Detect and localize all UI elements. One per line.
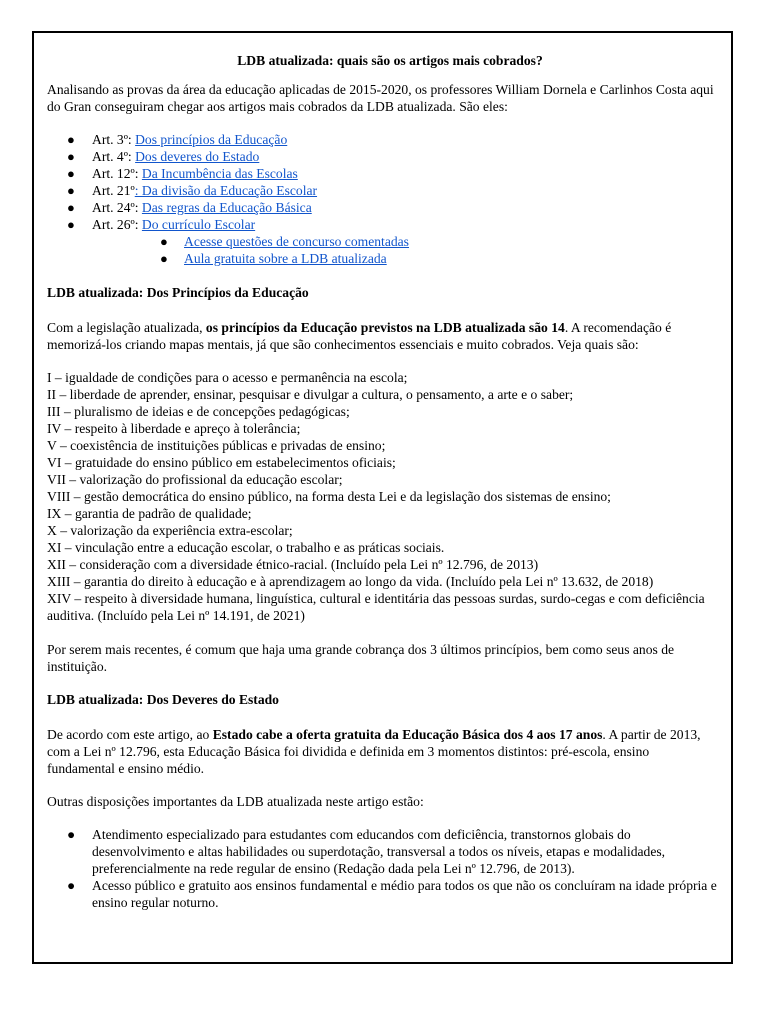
- article-link[interactable]: Da Incumbência das Escolas: [141, 166, 298, 181]
- article-link[interactable]: Dos princípios da Educação: [135, 132, 288, 147]
- intro-paragraph: Analisando as provas da área da educação aplicadas de 2015-2020, os professores William Dornela e Carlinhos Costa aqui do Gran conseguiram chegar aos artigos mais cobrados da LDB atualizada. São eles:: [47, 82, 714, 114]
- principle-item: XIII – garantia do direito à educação e à aprendizagem ao longo da vida. (Incluído pela Lei nº 13.632, de 2018): [47, 574, 654, 589]
- bullet-icon: ●: [67, 217, 75, 232]
- bullet-icon: ●: [67, 166, 75, 181]
- bullet-icon: ●: [67, 132, 75, 147]
- document-title: LDB atualizada: quais são os artigos mais cobrados?: [237, 53, 543, 68]
- text-span: . A partir de 2013, com a Lei nº 12.796, esta Educação Básica foi dividida e definida em 3 momentos distintos: pré-escola, ensino fundamental e ensino médio.: [47, 727, 701, 776]
- bullet-icon: ●: [67, 878, 76, 893]
- sub-link-item: [92, 250, 719, 267]
- duties-intro-paragraph: [47, 726, 719, 777]
- bullet-icon: ●: [67, 827, 76, 842]
- article-item: [47, 199, 719, 216]
- article-item: [47, 216, 719, 267]
- principles-intro-paragraph: [47, 319, 719, 353]
- principle-item: XI – vinculação entre a educação escolar, o trabalho e as práticas sociais.: [47, 540, 445, 555]
- emphasis-text: Estado cabe a oferta gratuita da Educação Básica dos 4 aos 17 anos: [212, 727, 603, 742]
- duty-item: [47, 826, 719, 877]
- principle-item: VII – valorização do profissional da educação escolar;: [47, 472, 343, 487]
- principles-list: [47, 369, 719, 624]
- principle-item: I – igualdade de condições para o acesso e permanência na escola;: [47, 370, 408, 385]
- sub-links-list: [92, 233, 719, 267]
- sub-link-item: [92, 233, 719, 250]
- text-span: De acordo com este artigo, ao: [47, 727, 213, 742]
- duty-item: [47, 877, 719, 911]
- emphasis-text: os princípios da Educação previstos na LDB atualizada são 14: [205, 320, 565, 335]
- principle-item: VIII – gestão democrática do ensino público, na forma desta Lei e da legislação dos sistemas de ensino;: [47, 489, 611, 504]
- principle-item: IX – garantia de padrão de qualidade;: [47, 506, 252, 521]
- principle-item: VI – gratuidade do ensino público em estabelecimentos oficiais;: [47, 455, 396, 470]
- article-number: Art. 24º:: [92, 200, 142, 215]
- document-content: [47, 52, 719, 911]
- duty-text: Acesso público e gratuito aos ensinos fundamental e médio para todos os que não os concluíram na idade própria e ensino regular noturno.: [92, 878, 717, 910]
- bullet-icon: ●: [67, 149, 75, 164]
- principle-item: III – pluralismo de ideias e de concepções pedagógicas;: [47, 404, 350, 419]
- other-provisions-paragraph: Outras disposições importantes da LDB atualizada neste artigo estão:: [47, 794, 424, 809]
- article-link[interactable]: Dos deveres do Estado: [135, 149, 260, 164]
- articles-list: [47, 131, 719, 267]
- article-number: Art. 12º:: [92, 166, 142, 181]
- article-number: Art. 3º:: [92, 132, 136, 147]
- bullet-icon: ●: [160, 251, 168, 266]
- article-link[interactable]: Das regras da Educação Básica: [141, 200, 312, 215]
- section-heading-principles: LDB atualizada: Dos Princípios da Educação: [47, 285, 309, 300]
- bullet-icon: ●: [67, 200, 75, 215]
- article-number: Art. 26º:: [92, 217, 142, 232]
- article-link[interactable]: : Da divisão da Educação Escolar: [134, 183, 318, 198]
- principle-item: XIV – respeito à diversidade humana, linguística, cultural e identitária das pessoas surdas, surdo-cegas e com deficiência auditiva. (Incluído pela Lei nº 14.191, de 2021): [47, 591, 705, 623]
- article-link[interactable]: Do currículo Escolar: [141, 217, 256, 232]
- free-class-link[interactable]: Aula gratuita sobre a LDB atualizada: [184, 251, 387, 266]
- principle-item: V – coexistência de instituições públicas e privadas de ensino;: [47, 438, 386, 453]
- article-number: Art. 21º: [92, 183, 135, 198]
- principle-item: X – valorização da experiência extra-escolar;: [47, 523, 293, 538]
- bullet-icon: ●: [160, 234, 168, 249]
- text-span: Com a legislação atualizada,: [47, 320, 206, 335]
- questions-link[interactable]: Acesse questões de concurso comentadas: [184, 234, 409, 249]
- duties-list: [47, 826, 719, 911]
- article-item: [47, 182, 719, 199]
- article-number: Art. 4º:: [92, 149, 136, 164]
- text-span: . A recomendação é memorizá-los criando mapas mentais, já que são conhecimentos essenciais e muito cobrados. Veja quais são:: [47, 320, 672, 352]
- principle-item: II – liberdade de aprender, ensinar, pesquisar e divulgar a cultura, o pensamento, a arte e o saber;: [47, 387, 574, 402]
- principle-item: IV – respeito à liberdade e apreço à tolerância;: [47, 421, 301, 436]
- principle-item: XII – consideração com a diversidade étnico-racial. (Incluído pela Lei nº 12.796, de 2013): [47, 557, 539, 572]
- article-item: [47, 165, 719, 182]
- section-heading-duties: LDB atualizada: Dos Deveres do Estado: [47, 692, 279, 707]
- bullet-icon: ●: [67, 183, 75, 198]
- duty-text: Atendimento especializado para estudantes com educandos com deficiência, transtornos globais do desenvolvimento e altas habilidades ou superdotação, transversal a todos os níveis, etapas e modalidades, preferencialmente na rede regular de ensino (Redação dada pela Lei nº 12.796, de 2013).: [92, 827, 666, 876]
- article-item: [47, 131, 719, 148]
- article-item: [47, 148, 719, 165]
- recent-principles-paragraph: Por serem mais recentes, é comum que haja uma grande cobrança dos 3 últimos princípios, bem como seus anos de instituição.: [47, 642, 675, 674]
